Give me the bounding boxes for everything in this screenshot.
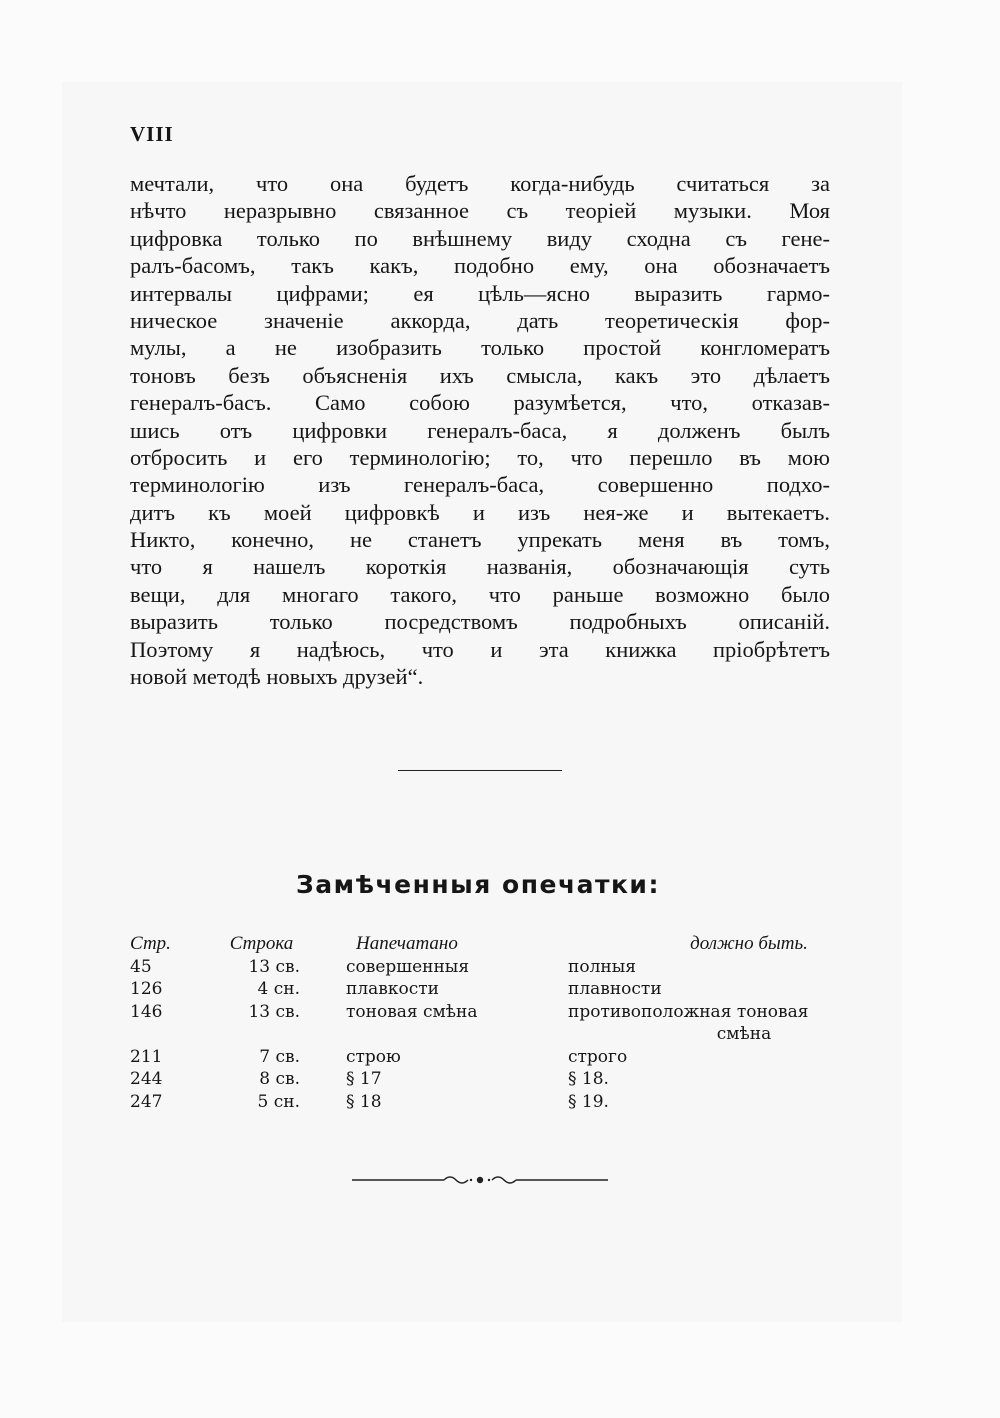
errata-title: Замѣченныя опечатки:: [296, 870, 660, 899]
header-line: Строка: [229, 933, 294, 954]
text-line: тоновъ безъ объясненія ихъ смысла, какъ это дѣлаетъ: [130, 362, 830, 388]
section-divider: [398, 770, 562, 771]
body-paragraph: [130, 170, 830, 690]
row-correct-continuation: смѣна: [716, 1024, 772, 1044]
errata-row: [130, 956, 890, 979]
header-correct: должно быть.: [690, 933, 808, 954]
errata-row: [130, 1091, 890, 1114]
text-line: дитъ къ моей цифровкѣ и изъ нея-же и вытекаетъ.: [130, 499, 830, 525]
text-line: Никто, конечно, не станетъ упрекать меня въ томъ,: [130, 527, 830, 553]
text-line: генералъ-басъ. Само собою разумѣется, что, отказав-: [130, 390, 830, 416]
row-line: 4 сн.: [257, 979, 300, 999]
text-line: терминологію изъ генералъ-баса, совершенно подхо-: [130, 472, 830, 498]
header-page: Стр.: [130, 933, 171, 954]
text-line: мечтали, что она будетъ когда-нибудь считаться за: [130, 171, 830, 196]
errata-row: [130, 1001, 890, 1046]
text-line: выразить только посредствомъ подробныхъ описаній.: [130, 609, 830, 635]
row-correct: полныя: [568, 956, 636, 977]
errata-row: [130, 978, 890, 1001]
text-line: цифровка только по внѣшнему виду сходна съ гене-: [130, 225, 830, 251]
row-line: 13 св.: [248, 1001, 300, 1022]
row-page: 126: [130, 979, 163, 999]
text-line: нѣчто неразрывно связанное съ теоріей музыки. Моя: [130, 198, 830, 224]
text-line: новой методѣ новыхъ друзей“.: [130, 664, 424, 690]
text-line: вещи, для многаго такого, что раньше возможно было: [130, 581, 830, 607]
text-line: отбросить и его терминологію; то, что перешло въ мою: [130, 444, 830, 470]
row-line: 5 сн.: [257, 1091, 300, 1112]
row-page: 211: [130, 1046, 163, 1067]
page-number: VIII: [130, 122, 174, 146]
row-printed: § 18: [346, 1091, 382, 1112]
row-correct: строго: [568, 1046, 628, 1067]
errata-table: [130, 933, 890, 1113]
row-page: 45: [130, 956, 152, 977]
errata-row: [130, 1046, 890, 1069]
row-printed: строю: [346, 1046, 401, 1067]
row-printed: совершенныя: [346, 956, 470, 977]
errata-header-row: [130, 933, 890, 956]
row-line: 8 св.: [259, 1069, 300, 1089]
row-correct: § 19.: [568, 1091, 609, 1112]
text-line: ралъ-басомъ, такъ какъ, подобно ему, она обозначаетъ: [130, 253, 830, 279]
text-line: интервалы цифрами; ея цѣль—ясно выразить гармо-: [130, 280, 830, 306]
text-line: что я нашелъ короткія названія, обозначающія суть: [130, 554, 830, 580]
row-printed: § 17: [346, 1069, 382, 1089]
row-correct: противоположная тоновая: [568, 1001, 809, 1022]
row-correct: § 18.: [568, 1069, 609, 1089]
row-correct-cell: [568, 1001, 890, 1046]
ornament-divider: [352, 1170, 608, 1190]
row-printed: тоновая смѣна: [346, 1001, 478, 1022]
row-page: 247: [130, 1091, 163, 1112]
row-correct: плавности: [568, 979, 662, 999]
row-page: 244: [130, 1069, 163, 1089]
errata-row: [130, 1068, 890, 1091]
text-line: шись отъ цифровки генералъ-баса, я долженъ былъ: [130, 417, 830, 443]
row-page: 146: [130, 1001, 163, 1022]
text-line: мулы, а не изобразить только простой конгломератъ: [130, 335, 830, 361]
text-line: ническое значеніе аккорда, дать теоретическія фор-: [130, 307, 830, 333]
row-line: 7 св.: [259, 1046, 300, 1067]
header-printed: Напечатано: [356, 933, 458, 954]
row-line: 13 св.: [248, 956, 300, 977]
text-line: Поэтому я надѣюсь, что и эта книжка пріобрѣтетъ: [130, 636, 830, 662]
row-printed: плавкости: [346, 979, 439, 999]
